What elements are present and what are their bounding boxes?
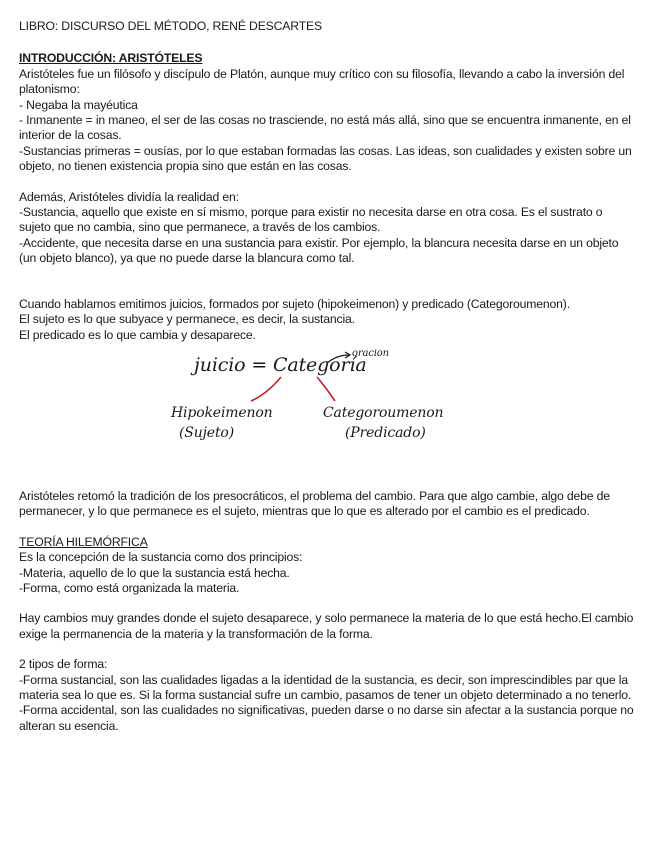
intro-bullet: -Sustancias primeras = ousías, por lo que estaban formadas las cosas. Las ideas, son cualidades y existen sobre un objeto, no tienen existencia propia sino que están en las cosas. xyxy=(19,143,632,174)
judgement-paragraph: Cuando hablamos emitimos juicios, formados por sujeto (hipokeimenon) y predicado (Categoroumenon). xyxy=(19,296,570,311)
forms-lead: 2 tipos de forma: xyxy=(19,657,108,672)
diagram-root: juicio = Categoría xyxy=(194,353,367,376)
division-item: -Accidente, que necesita darse en una sustancia para existir. Por ejemplo, la blancura necesita darse en un objeto (un objeto blanco), ya que no puede darse la blancura como tal. xyxy=(19,235,619,266)
change-paragraph: Aristóteles retomó la tradición de los presocráticos, el problema del cambio. Para que algo cambie, algo debe de permanecer, y lo que permanece es el sujeto, mientras que lo que es alterado por el cambio es el predicado. xyxy=(19,488,610,519)
hylemorphic-line: -Materia, aquello de lo que la sustancia está hecha. xyxy=(19,565,290,580)
intro-bullet: - Inmanente = in maneo, el ser de las cosas no trasciende, no está más allá, sino que se encuentra inmanente, en el interior de la cosas. xyxy=(19,113,631,143)
handwritten-diagram xyxy=(19,349,635,489)
spacer xyxy=(19,520,635,535)
diagram-note: oración xyxy=(352,348,389,359)
branch-left-line xyxy=(251,377,281,401)
hylemorphic-heading: TEORÍA HILEMÓRFICA xyxy=(19,534,148,549)
diagram-left-term: Hipokeimenon xyxy=(171,404,273,421)
intro-bullet: - Negaba la mayéutica xyxy=(19,97,138,112)
hylemorphic-line: Es la concepción de la sustancia como dos principios: xyxy=(19,550,303,565)
diagram-left-sub: (Sujeto) xyxy=(179,424,235,441)
spacer xyxy=(19,642,635,657)
document-page xyxy=(19,19,635,734)
form-item: -Forma accidental, son las cualidades no significativas, pueden darse o no darse sin afectar a la sustancia porque no alteran su esencia. xyxy=(19,703,634,733)
spacer xyxy=(19,596,635,611)
intro-paragraph: Aristóteles fue un filósofo y discípulo de Platón, aunque muy crítico con su filosofía, llevando a cabo la inversión del platonismo: xyxy=(19,66,625,97)
judgement-line: El sujeto es lo que subyace y permanece, es decir, la sustancia. xyxy=(19,312,355,327)
intro-heading: INTRODUCCIÓN: ARISTÓTELES xyxy=(19,51,203,66)
document-title: LIBRO: DISCURSO DEL MÉTODO, RENÉ DESCARTES xyxy=(19,19,322,33)
diagram-right-sub: (Predicado) xyxy=(345,424,426,441)
branch-right-line xyxy=(317,377,335,401)
hylemorphic-line: -Forma, como está organizada la materia. xyxy=(19,580,240,595)
spacer xyxy=(19,267,635,297)
division-lead: Además, Aristóteles dividía la realidad en: xyxy=(19,189,239,204)
division-item: -Sustancia, aquello que existe en sí mismo, porque para existir no necesita darse en otra cosa. Es el sustrato o sujeto que no cambia, sino que permanece, a través de los cambios. xyxy=(19,205,603,235)
hylemorphic-paragraph: Hay cambios muy grandes donde el sujeto desaparece, y solo permanece la materia de lo que está hecho.El cambio exige la permanencia de la materia y la transformación de la forma. xyxy=(19,611,634,641)
form-item: -Forma sustancial, son las cualidades ligadas a la identidad de la sustancia, es decir, son imprescindibles par que la materia sea lo que es. Si la forma sustancial sufre un cambio, pasamos de tener un objeto determinado a no tenerlo. xyxy=(19,672,632,702)
judgement-line: El predicado es lo que cambia y desaparece. xyxy=(19,327,256,342)
spacer xyxy=(19,175,635,190)
diagram-right-term: Categoroumenon xyxy=(323,404,444,421)
